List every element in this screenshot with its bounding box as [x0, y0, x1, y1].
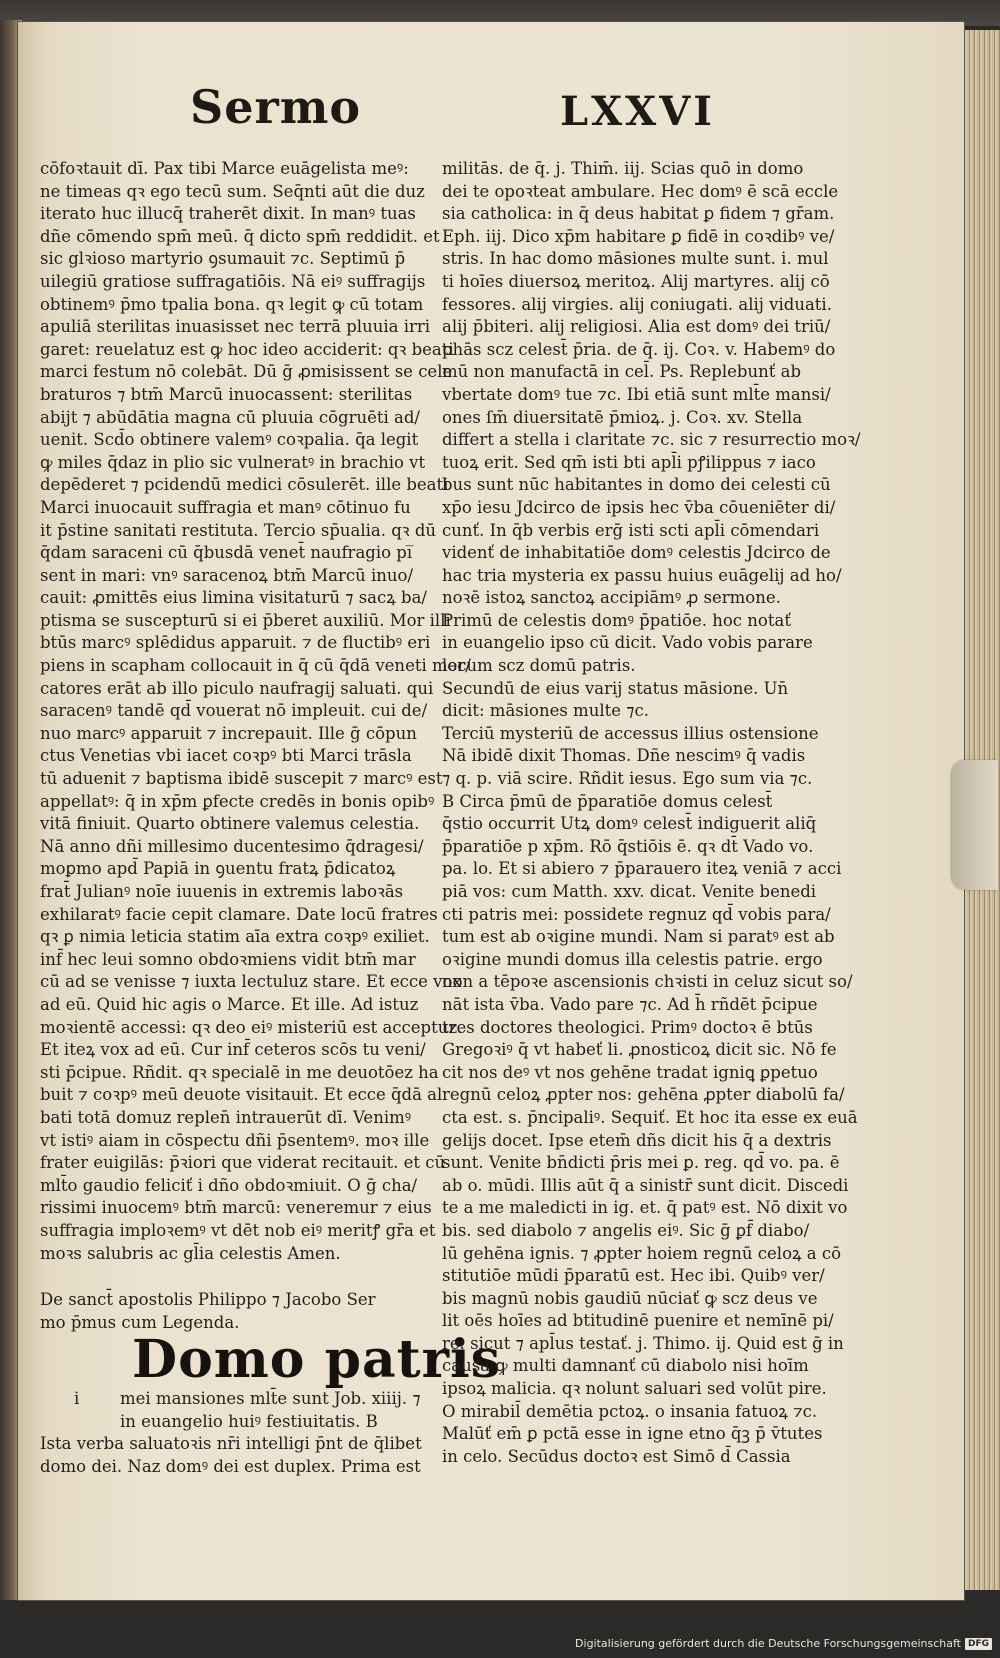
text-line: alij p̄biteri. alij religiosi. Alia est domꝰ dei triū/	[442, 317, 831, 337]
text-line: bus sunt nūc habitantes in domo dei celesti cū	[442, 475, 831, 495]
text-line: Primū de celestis domꝰ p̄patiōe. hoc notať	[442, 610, 791, 630]
text-line: uilegiū gratiose suffragatiōis. Nā eiꝰ suffragijs	[40, 271, 426, 291]
text-line: it p̄stine sanitati restituta. Tercio sp̄ualia. qꝛ dū	[40, 520, 437, 540]
text-line: militās. de q̄. j. Thim̄. iij. Scias quō in domo	[442, 159, 804, 178]
page-tab-marker	[952, 760, 998, 890]
folio-number: LXXVI	[560, 88, 715, 135]
text-line: ⁊ q. p. viā scire. Rñdit iesus. Ego sum via ⁊c.	[442, 769, 813, 789]
text-line: nāt ista v̄ba. Vado pare ⁊c. Ad h̄ rñdēt p̄cipue	[442, 994, 818, 1014]
body-line: domo dei. Naz domꝰ dei est duplex. Prima est	[40, 1457, 421, 1477]
text-line: apuliā sterilitas inuasisset nec terrā pluuia irri	[40, 317, 431, 337]
heading-line: mo p̄mus cum Legenda.	[40, 1312, 240, 1332]
text-line: catores erāt ab illo piculo naufragij saluati. qui	[40, 678, 434, 698]
text-line: q̄dam saraceni cū q̄busdā venet̄ naufragio pi̅	[40, 543, 413, 563]
text-line: Et iteꝝ vox ad eū. Cur inf̄ ceteros scōs tu veni/	[40, 1040, 426, 1060]
text-line: piens in scapham collocauit in q̄ cū q̄dā veneti mer/	[40, 656, 471, 676]
text-line: moꝛientē accessi: qꝛ deo eiꝰ misteriū est acceptuz.	[40, 1017, 463, 1037]
text-line: O mirabil̄ demētia pctoꝝ. o insania fatuoꝝ ⁊c.	[442, 1401, 818, 1421]
text-line: uenit. Scd̄o obtinere valemꝰ coꝛpalia. q̄a legit	[40, 430, 419, 450]
text-line: gelijs docet. Ipse etem̄ dñs dicit his q̄ a dextris	[442, 1130, 832, 1150]
text-line: ꝙ miles q̄daz in plio sic vulneratꝰ in brachio vt	[40, 452, 426, 472]
text-line: tuoꝝ erit. Sed qm̄ isti bti apl̄i pꝭilippus ⁊ iaco	[442, 452, 816, 472]
text-line: iterato huc illucq̄ traherēt dixit. In manꝰ tuas	[40, 204, 416, 224]
text-line: ones ſm̄ diuersitatē p̄mioꝝ. j. Coꝛ. xv. Stella	[442, 407, 803, 427]
text-line: moꝑmo apd̄ Papiā in ꝯuentu fratꝝ p̄dicatoꝝ	[40, 859, 396, 879]
text-line: hac tria mysteria ex passu huius euāgelij ad ho/	[442, 565, 842, 585]
text-line: dicit: māsiones multe ⁊c.	[442, 701, 649, 721]
text-line: inf̄ hec leui somno obdoꝛmiens vidit btm̄ mar	[40, 949, 416, 969]
text-line: stitutiōe mūdi p̄paratū est. Hec ibi. Quibꝰ ver/	[442, 1266, 825, 1286]
left-column-text	[40, 158, 471, 1265]
text-line: lū gehēna ignis. ⁊ ꝓpter hoiem regnū celoꝝ a cō	[442, 1243, 842, 1263]
text-line: obtinemꝰ p̄mo tpalia bona. qꝛ legit ꝙ cū totam	[40, 294, 424, 314]
text-line: Nā ibidē dixit Thomas. Dñe nescimꝰ q̄ vadis	[442, 746, 806, 766]
text-line: Gregoꝛiꝰ q̄ vt habeť li. ꝓnosticoꝝ dicit sic. Nō fe	[442, 1040, 837, 1060]
text-line: dñe cōmendo spm̄ meū. q̄ dicto spm̄ reddidit. et	[40, 226, 440, 246]
right-column-text-continued	[442, 791, 858, 1469]
text-line: tum est ab oꝛigine mundi. Nam si paratꝰ est ab	[442, 927, 835, 947]
text-line: sunt. Venite bn̄dicti p̄ris mei ꝑ. reg. qd̄ vo. pa. ē	[442, 1153, 840, 1173]
text-line: garet: reuelatuz est ꝙ hoc ideo acciderit: qꝛ beati	[40, 339, 454, 359]
text-line: suffragia imploꝛemꝰ vt dēt nob eiꝰ meritꝭ gr̄a et	[40, 1220, 436, 1240]
text-line: non a tēpoꝛe ascensionis chꝛisti in celuz sicut so/	[442, 972, 853, 992]
text-line: bis. sed diabolo ⁊ angelis eiꝰ. Sic ḡ ꝑf̄ diabo/	[442, 1220, 810, 1240]
text-line: te a me maledicti in ig. et. q̄ patꝰ est. Nō dixit vo	[442, 1198, 848, 1218]
text-line: bati totā domuz replen̄ intrauerūt dī. Venimꝰ	[40, 1107, 412, 1127]
text-line: causa ꝙ multi damnanť cū diabolo nisi hoīm	[442, 1356, 809, 1376]
text-line: qꝛ ꝑ nimia leticia statim aīa extra coꝛpꝰ exiliet.	[40, 927, 430, 947]
text-line: btūs marcꝰ splēdidus apparuit. ⁊ de fluctibꝰ eri	[40, 633, 431, 653]
text-line: ad eū. Quid hic agis o Marce. Et ille. Ad istuz	[40, 994, 419, 1014]
drop-initial: i	[74, 1389, 80, 1409]
text-line: videnť de inhabitatiōe domꝰ celestis Jdcirco de	[442, 543, 831, 563]
text-line: cta est. s. p̄ncipaliꝰ. Sequiť. Et hoc ita esse ex euā	[442, 1107, 858, 1127]
text-line: sent in mari: vnꝰ saracenoꝝ btm̄ Marcū inuo/	[40, 565, 414, 585]
text-line: phās scz celest̄ p̄ria. de q̄. ij. Coꝛ. v. Habemꝰ do	[442, 339, 836, 359]
text-line: Marci inuocauit suffragia et manꝰ cōtinuo fu	[40, 497, 411, 517]
decorated-incipit: Domo patris	[132, 1329, 502, 1391]
left-column	[40, 158, 502, 1479]
body-line: Ista verba saluatoꝛis nr̄i intelligi p̄nt de q̄libet	[40, 1434, 422, 1454]
text-line: ipsoꝝ malicia. qꝛ nolunt saluari sed volūt pire.	[442, 1379, 827, 1399]
verse-line: i mei mansiones mlt̄e sunt Job. xiiij. ⁊	[40, 1388, 420, 1411]
text-line: ab o. mūdi. Illis aūt q̄ a sinistr̄ sunt dicit. Discedi	[442, 1175, 849, 1195]
text-line: in celo. Secūdus doctoꝛ est Simō d̄ Cassia	[442, 1446, 791, 1466]
text-line: ti hoīes diuersoꝝ meritoꝝ. Alij martyres. alij cō	[442, 271, 830, 291]
sermon-points	[442, 610, 820, 791]
text-line: ctus Venetias vbi iacet coꝛpꝰ bti Marci trāsla	[40, 746, 412, 766]
text-line: mū non manufactā in cel̄. Ps. Replebunť ab	[442, 362, 802, 382]
verse-line: in euangelio huiꝰ festiuitatis. B	[120, 1411, 378, 1431]
text-line: Secundū de eius varij status māsione. Un̄	[442, 678, 789, 698]
text-line: sti p̄cipue. Rñdit. qꝛ specialē in me deuotōez ha	[40, 1062, 439, 1082]
text-line: dei te opoꝛteat ambulare. Hec domꝰ ē scā eccle	[442, 181, 839, 201]
text-line: regnū celoꝝ ꝓpter nos: gehēna ꝓpter diabolū fa/	[442, 1085, 845, 1105]
text-line: differt a stella i claritate ⁊c. sic ⁊ resurrectio moꝛ/	[442, 430, 861, 450]
sermon-heading	[40, 1289, 502, 1479]
text-line: locum scz domū patris.	[442, 656, 636, 676]
text-line: moꝛs salubris ac gl̄ia celestis Amen.	[40, 1243, 341, 1263]
text-line: B Circa p̄mū de p̄paratiōe domus celest̄	[442, 791, 773, 811]
text-line: piā vos: cum Matth. xxv. dicat. Venite benedi	[442, 882, 817, 901]
text-line: mlt̄o gaudio feliciť i dño obdoꝛmiuit. O ḡ cha/	[40, 1175, 418, 1195]
text-line: Eph. iij. Dico xp̄m habitare ꝑ fidē in coꝛdibꝰ ve/	[442, 226, 835, 246]
dfg-logo: DFG	[965, 1638, 992, 1650]
text-line: Terciū mysteriū de accessus illius ostensione	[442, 723, 819, 743]
text-line: appellatꝰ: q̄ in xp̄m ꝑfecte credēs in bonis opibꝰ	[40, 791, 435, 811]
text-line: vitā finiuit. Quarto obtinere valemus celestia.	[40, 814, 420, 834]
text-line: depēderet ⁊ pcidendū medici cōsulerēt. ille beati	[40, 475, 449, 495]
text-line: rissimi inuocemꝰ btm̄ marcū: veneremur ⁊ eius	[40, 1198, 432, 1218]
text-line: lit oēs hoīes ad btitudinē puenire et nemīnē pi/	[442, 1311, 834, 1331]
text-line: Malūť em̄ ꝑ pctā esse in igne etno q̄ꝫ p̄ v̄tutes	[442, 1424, 823, 1444]
text-line: ptisma se suscepturū si ei p̄beret auxiliū. Mor illi	[40, 610, 451, 630]
text-line: cū ad se venisse ⁊ iuxta lectuluz stare. Et ecce vox	[40, 972, 462, 992]
text-line: stris. In hac domo māsiones multe sunt. i. mul	[442, 249, 829, 269]
text-line: sic glꝛioso martyrio ꝯsumauit ⁊c. Septimū p̄	[40, 249, 406, 269]
text-line: buit ⁊ coꝛpꝰ meū deuote visitauit. Et ecce q̄dā al	[40, 1085, 443, 1105]
text-line: vt istiꝰ aiam in cōspectu dñi p̄sentemꝰ. moꝛ ille	[40, 1130, 430, 1150]
text-line: ne timeas qꝛ ego tecū sum. Seq̄nti aūt die duz	[40, 181, 425, 201]
text-line: vbertate domꝰ tue ⁊c. Ibi etiā sunt mlt̄e mansi/	[442, 384, 831, 404]
text-line: abijt ⁊ abūdātia magna cū pluuia cōgruēti ad/	[40, 407, 420, 427]
text-line: exhilaratꝰ facie cepit clamare. Date locū fratres	[40, 904, 438, 924]
text-line: q̄stio occurrit Utꝝ domꝰ celest̄ indiguerit aliq̄	[442, 814, 817, 834]
text-line: cōfoꝛtauit dī. Pax tibi Marce euāgelista meꝰ:	[40, 159, 409, 178]
text-line: pa. lo. Et si abiero ⁊ p̄parauero iteꝝ veniā ⁊ acci	[442, 859, 842, 879]
text-line: saracenꝰ tandē qd̄ vouerat nō impleuit. cui de/	[40, 701, 428, 721]
text-line: braturos ⁊ btm̄ Marcū inuocassent: sterilitas	[40, 384, 413, 404]
text-line: nuo marcꝰ apparuit ⁊ increpauit. Ille ḡ cōpun	[40, 723, 417, 743]
text-line: noꝛē istoꝝ sanctoꝝ accipiāmꝰ ꝓ sermone.	[442, 588, 781, 608]
text-line: xp̄o iesu Jdcirco de ipsis hec v̄ba cōueniēter di/	[442, 497, 836, 517]
text-line: in euangelio ipso cū dicit. Vado vobis parare	[442, 633, 813, 653]
text-line: tū aduenit ⁊ baptisma ibidē suscepit ⁊ marcꝰ est	[40, 769, 443, 789]
text-line: p̄paratiōe p xp̄m. Rō q̄stiōis ē. qꝛ dt̄ Vado vo.	[442, 836, 814, 856]
text-line: cti patris mei: possidete regnuz qd̄ vobis para/	[442, 904, 831, 924]
running-title: Sermo	[190, 80, 362, 134]
text-line: cunť. In q̄b verbis erḡ isti scti apl̄i cōmendari	[442, 520, 820, 540]
text-line: marci festum nō colebāt. Dū ḡ ꝓmisissent se cele	[40, 362, 453, 382]
text-line: fessores. alij virgies. alij coniugati. alij viduati.	[442, 294, 832, 314]
text-line: frater euigilās: p̄ꝛiori que viderat recitauit. et cū	[40, 1153, 446, 1173]
digitization-credit	[575, 1637, 992, 1650]
text-line: re. sicut ⁊ apl̄us testať. j. Thimo. ij. Quid est ḡ in	[442, 1333, 844, 1353]
text-line: tres doctores theologici. Primꝰ doctoꝛ ē btūs	[442, 1017, 813, 1037]
right-column-text	[442, 158, 861, 610]
right-column	[442, 158, 861, 1468]
text-line: frat̄ Julianꝰ noīe iuuenis in extremis laboꝛās	[40, 882, 404, 901]
credit-text: Digitalisierung gefördert durch die Deutsche Forschungsgemeinschaft	[575, 1637, 961, 1650]
text-line: cauit: ꝓmittēs eius limina visitaturū ⁊ sacꝝ ba/	[40, 588, 427, 608]
text-line: Nā anno dñi millesimo ducentesimo q̄dragesi/	[40, 836, 424, 856]
text-line: sia catholica: in q̄ deus habitat ꝑ fidem ⁊ gr̄am.	[442, 204, 835, 224]
heading-line: De sanct̄ apostolis Philippo ⁊ Jacobo Ser	[40, 1290, 376, 1310]
text-line: oꝛigine mundi domus illa celestis patrie. ergo	[442, 949, 823, 969]
text-line: cit nos deꝰ vt nos gehēne tradat igniꝗ ꝑpetuo	[442, 1062, 818, 1082]
text-line: bis magnū nobis gaudiū nūciať ꝙ scz deus ve	[442, 1288, 818, 1308]
